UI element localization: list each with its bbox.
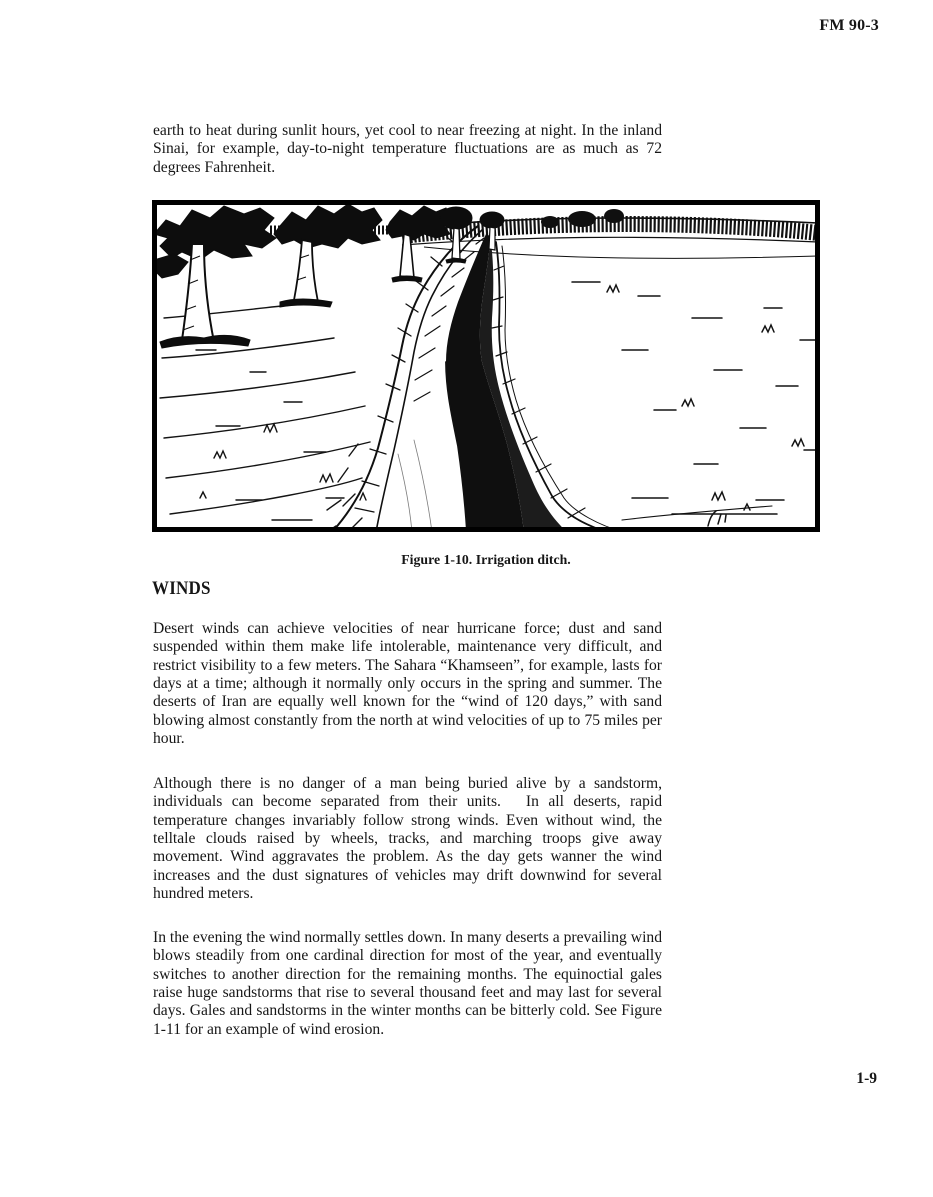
irrigation-ditch-figure <box>152 200 820 532</box>
winds-paragraph: Desert winds can achieve velocities of near hurricane force; dust and sand suspended within them make life intolerable, maintenance very difficult, and restrict visibility to a few meters. The Sahara “Khamseen”, for example, lasts for days at a time; although it normally only occurs in the spring and summer. The deserts of Iran are equally well known for the “wind of 120 days,” with sand blowing almost constantly from the north at wind velocities of up to 75 miles per hour. <box>153 620 662 748</box>
irrigation-ditch-illustration <box>152 200 820 532</box>
doc-code: FM 90-3 <box>819 17 879 34</box>
intro-paragraph: earth to heat during sunlit hours, yet cool to near freezing at night. In the inland Sinai, for example, day-to-night temperature fluctuations are as much as 72 degrees Fahrenheit. <box>153 122 662 176</box>
page-number: 1-9 <box>856 1070 877 1087</box>
figure-caption: Figure 1-10. Irrigation ditch. <box>401 552 571 567</box>
section-heading-winds: WINDS <box>152 579 211 599</box>
winds-paragraph: Although there is no danger of a man being buried alive by a sandstorm, individuals can become separated from their units. In all deserts, rapid temperature changes invariably follow strong winds. Even without wind, the telltale clouds raised by wheels, tracks, and marching troops give away movement. Wind aggravates the problem. As the day gets wanner the wind increases and the dust signatures of vehicles may drift downwind for several hundred meters. <box>153 775 662 903</box>
winds-paragraph: In the evening the wind normally settles down. In many deserts a prevailing wind blows steadily from one cardinal direction for most of the year, and eventually switches to another direction for the remaining months. The equinoctial gales raise huge sandstorms that rise to several thousand feet and may last for several days. Gales and sandstorms in the winter months can be bitterly cold. See Figure 1-11 for an example of wind erosion. <box>153 929 662 1038</box>
